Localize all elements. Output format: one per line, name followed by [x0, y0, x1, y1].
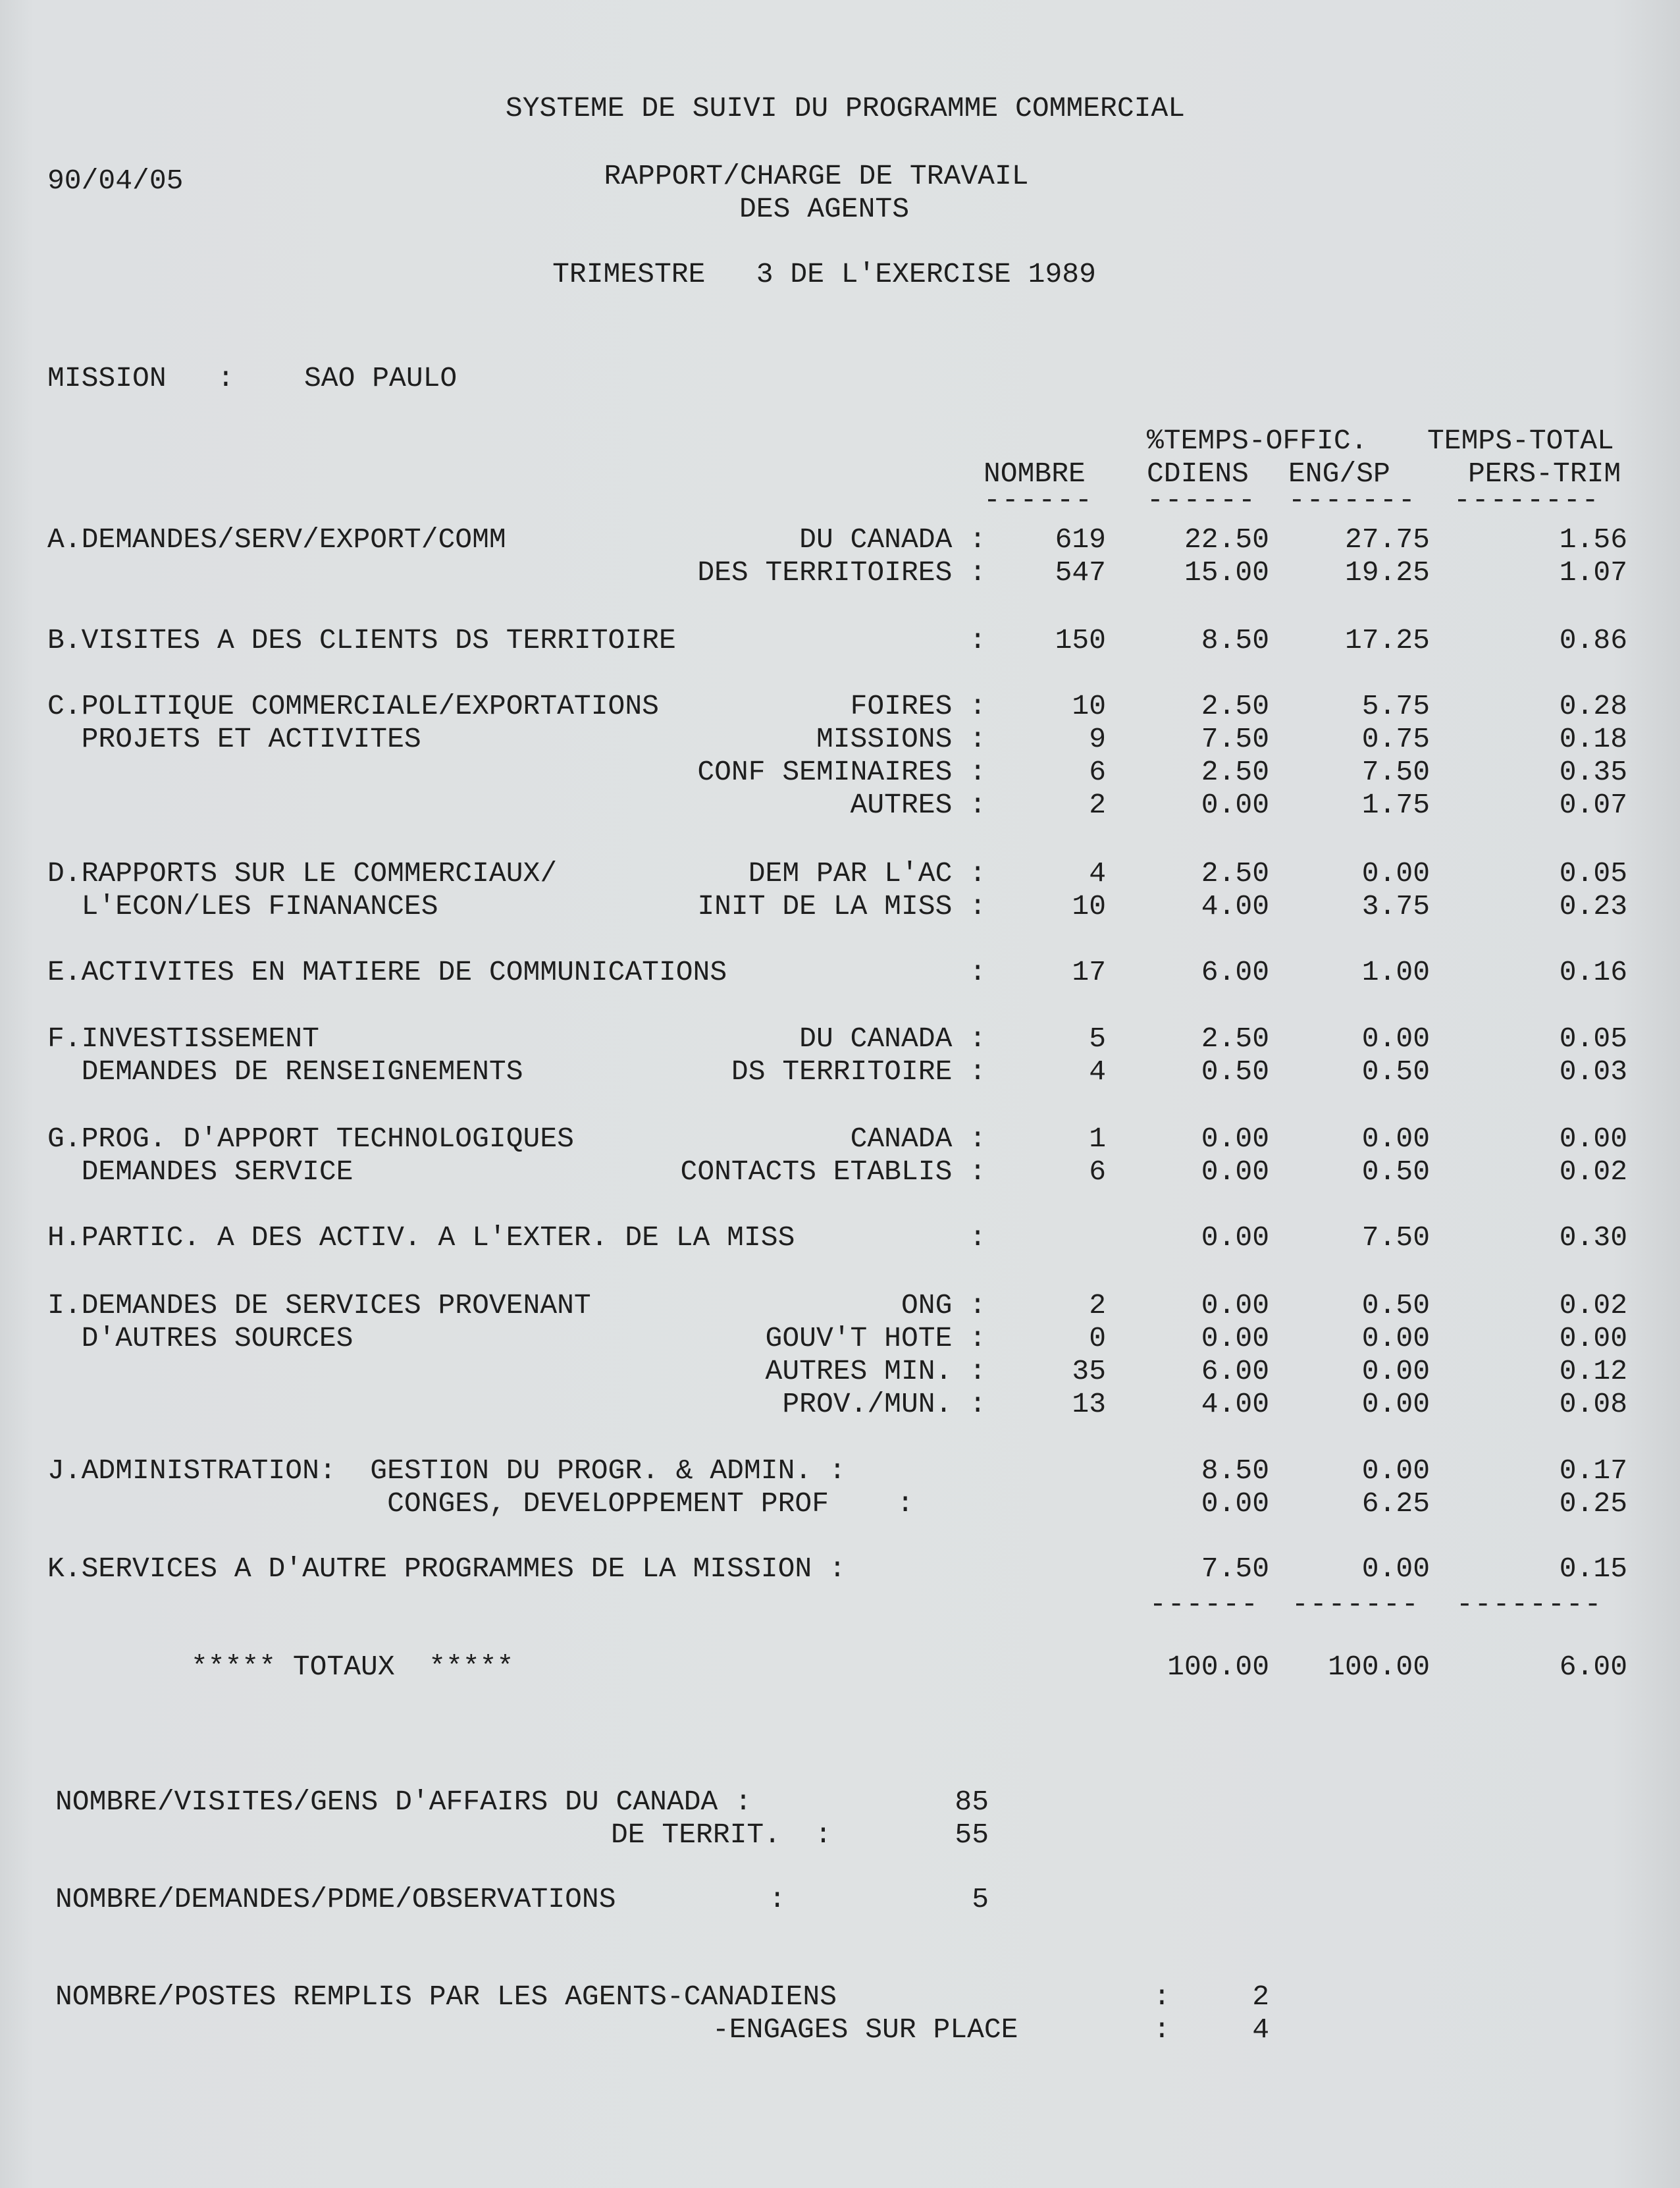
cell-nombre: 10 [1072, 690, 1106, 722]
postes-eng-value: 4 [1252, 2014, 1269, 2046]
row-label: E.ACTIVITES EN MATIERE DE COMMUNICATIONS [47, 956, 727, 988]
mission-label: MISSION : [47, 362, 234, 394]
visites-territ-label: DE TERRIT. : [611, 1819, 832, 1851]
cell-cdiens: 6.00 [1201, 956, 1269, 988]
cell-cdiens: 0.00 [1201, 1221, 1269, 1254]
cell-engsp: 0.00 [1361, 1454, 1430, 1487]
cell-perstrim: 0.30 [1559, 1221, 1627, 1254]
cell-perstrim: 0.08 [1559, 1388, 1627, 1420]
cell-nombre: 10 [1072, 890, 1106, 922]
cell-perstrim: 0.02 [1559, 1156, 1627, 1188]
postes-cd-value: 2 [1252, 1981, 1269, 2013]
cell-nombre: 0 [1089, 1322, 1106, 1354]
cell-perstrim: 0.35 [1559, 756, 1627, 788]
header-pct-group: %TEMPS-OFFIC. [1147, 425, 1368, 457]
header-nombre: NOMBRE [984, 458, 1086, 490]
row-sublabel: FOIRES : [850, 690, 986, 722]
row-sublabel: GOUV'T HOTE : [765, 1322, 986, 1354]
cell-nombre: 4 [1089, 1055, 1106, 1088]
cell-cdiens: 7.50 [1201, 1553, 1269, 1585]
row-sublabel: AUTRES MIN. : [765, 1355, 986, 1387]
cell-perstrim: 0.25 [1559, 1487, 1627, 1520]
cell-engsp: 6.25 [1361, 1487, 1430, 1520]
row-sublabel: PROV./MUN. : [782, 1388, 986, 1420]
row-sublabel: ONG : [901, 1289, 986, 1321]
totals-cd: 100.00 [1167, 1651, 1269, 1683]
totals-dash-pers: -------- [1456, 1588, 1603, 1620]
mission-value: SAO PAULO [304, 362, 458, 394]
cell-engsp: 7.50 [1361, 1221, 1430, 1254]
row-sublabel: DS TERRITOIRE : [731, 1055, 986, 1088]
cell-nombre: 17 [1072, 956, 1106, 988]
row-sublabel: DU CANADA : [799, 1023, 986, 1055]
cell-engsp: 17.25 [1344, 624, 1430, 656]
cell-engsp: 0.00 [1361, 1388, 1430, 1420]
cell-nombre: 35 [1072, 1355, 1106, 1387]
cell-nombre: 9 [1089, 723, 1106, 755]
row-label: D.RAPPORTS SUR LE COMMERCIAUX/ [47, 857, 558, 890]
totals-eng: 100.00 [1328, 1651, 1430, 1683]
cell-perstrim: 0.28 [1559, 690, 1627, 722]
cell-engsp: 0.50 [1361, 1055, 1430, 1088]
cell-perstrim: 0.02 [1559, 1289, 1627, 1321]
cell-cdiens: 15.00 [1184, 556, 1269, 589]
cell-engsp: 0.00 [1361, 1355, 1430, 1387]
cell-perstrim: 0.17 [1559, 1454, 1627, 1487]
cell-engsp: 27.75 [1344, 523, 1430, 556]
cell-engsp: 0.00 [1361, 857, 1430, 890]
header-dash-cdiens: ------ [1147, 484, 1257, 516]
cell-engsp: 1.00 [1361, 956, 1430, 988]
cell-cdiens: 6.00 [1201, 1355, 1269, 1387]
cell-nombre: 547 [1055, 556, 1106, 589]
header-perstrim: PERS-TRIM [1468, 458, 1621, 490]
cell-cdiens: 7.50 [1201, 723, 1269, 755]
row-label: D'AUTRES SOURCES [47, 1322, 354, 1354]
report-subtitle-line2: DES AGENTS [739, 193, 910, 225]
cell-perstrim: 0.07 [1559, 789, 1627, 821]
cell-nombre: 619 [1055, 523, 1106, 556]
row-label: G.PROG. D'APPORT TECHNOLOGIQUES [47, 1123, 574, 1155]
row-label: CONGES, DEVELOPPEMENT PROF : [47, 1487, 914, 1520]
header-dash-engsp: ------- [1288, 484, 1417, 516]
cell-engsp: 0.50 [1361, 1156, 1430, 1188]
cell-cdiens: 0.00 [1201, 1322, 1269, 1354]
cell-nombre: 4 [1089, 857, 1106, 890]
row-label: B.VISITES A DES CLIENTS DS TERRITOIRE [47, 624, 676, 656]
totals-label: ***** TOTAUX ***** [191, 1651, 514, 1683]
header-cdiens: CDIENS [1147, 458, 1249, 490]
row-sublabel: : [969, 956, 986, 988]
row-sublabel: DEM PAR L'AC : [748, 857, 986, 890]
cell-perstrim: 0.03 [1559, 1055, 1627, 1088]
cell-cdiens: 0.00 [1201, 1156, 1269, 1188]
row-sublabel: DES TERRITOIRES : [697, 556, 986, 589]
visites-canada-value: 85 [955, 1786, 989, 1818]
row-label: DEMANDES DE RENSEIGNEMENTS [47, 1055, 523, 1088]
cell-nombre: 6 [1089, 756, 1106, 788]
pdme-value: 5 [972, 1883, 989, 1915]
cell-engsp: 19.25 [1344, 556, 1430, 589]
row-sublabel: CONTACTS ETABLIS : [680, 1156, 986, 1188]
postes-colon-2: : [1153, 2014, 1170, 2046]
cell-nombre: 13 [1072, 1388, 1106, 1420]
row-sublabel: : [969, 1221, 986, 1254]
cell-cdiens: 22.50 [1184, 523, 1269, 556]
cell-cdiens: 0.50 [1201, 1055, 1269, 1088]
row-sublabel: INIT DE LA MISS : [697, 890, 986, 922]
row-sublabel: : [969, 624, 986, 656]
cell-cdiens: 4.00 [1201, 1388, 1269, 1420]
cell-cdiens: 8.50 [1201, 624, 1269, 656]
row-label: J.ADMINISTRATION: GESTION DU PROGR. & ADMIN. : [47, 1454, 846, 1487]
row-label: L'ECON/LES FINANANCES [47, 890, 438, 922]
cell-perstrim: 0.12 [1559, 1355, 1627, 1387]
report-date: 90/04/05 [47, 165, 184, 197]
cell-perstrim: 0.00 [1559, 1123, 1627, 1155]
cell-perstrim: 0.05 [1559, 1023, 1627, 1055]
row-label: H.PARTIC. A DES ACTIV. A L'EXTER. DE LA MISS [47, 1221, 795, 1254]
row-label: I.DEMANDES DE SERVICES PROVENANT [47, 1289, 591, 1321]
cell-cdiens: 2.50 [1201, 756, 1269, 788]
cell-engsp: 0.00 [1361, 1023, 1430, 1055]
cell-engsp: 0.75 [1361, 723, 1430, 755]
cell-nombre: 150 [1055, 624, 1106, 656]
cell-perstrim: 0.86 [1559, 624, 1627, 656]
cell-perstrim: 0.16 [1559, 956, 1627, 988]
cell-engsp: 0.00 [1361, 1553, 1430, 1585]
cell-cdiens: 4.00 [1201, 890, 1269, 922]
totals-pers: 6.00 [1559, 1651, 1627, 1683]
header-engsp: ENG/SP [1288, 458, 1390, 490]
pdme-label: NOMBRE/DEMANDES/PDME/OBSERVATIONS : [55, 1883, 786, 1915]
cell-perstrim: 0.23 [1559, 890, 1627, 922]
postes-label: NOMBRE/POSTES REMPLIS PAR LES AGENTS-CANADIENS [55, 1981, 837, 2013]
header-dash-nombre: ------ [984, 484, 1093, 516]
row-label: DEMANDES SERVICE [47, 1156, 354, 1188]
cell-engsp: 1.75 [1361, 789, 1430, 821]
cell-engsp: 0.00 [1361, 1123, 1430, 1155]
cell-cdiens: 2.50 [1201, 1023, 1269, 1055]
row-label: F.INVESTISSEMENT [47, 1023, 319, 1055]
visites-canada-label: NOMBRE/VISITES/GENS D'AFFAIRS DU CANADA : [55, 1786, 752, 1818]
report-subtitle-line1: RAPPORT/CHARGE DE TRAVAIL [604, 160, 1029, 192]
totals-dash-cd: ------ [1149, 1588, 1259, 1620]
cell-cdiens: 0.00 [1201, 1487, 1269, 1520]
row-sublabel: AUTRES : [850, 789, 986, 821]
visites-territ-value: 55 [955, 1819, 989, 1851]
cell-cdiens: 8.50 [1201, 1454, 1269, 1487]
row-label: PROJETS ET ACTIVITES [47, 723, 421, 755]
row-label: K.SERVICES A D'AUTRE PROGRAMMES DE LA MISSION : [47, 1553, 846, 1585]
row-sublabel: DU CANADA : [799, 523, 986, 556]
row-label: C.POLITIQUE COMMERCIALE/EXPORTATIONS [47, 690, 659, 722]
header-total-group: TEMPS-TOTAL [1427, 425, 1614, 457]
cell-cdiens: 0.00 [1201, 1289, 1269, 1321]
cell-cdiens: 0.00 [1201, 789, 1269, 821]
cell-perstrim: 1.07 [1559, 556, 1627, 589]
cell-perstrim: 0.00 [1559, 1322, 1627, 1354]
report-period: TRIMESTRE 3 DE L'EXERCISE 1989 [552, 258, 1096, 290]
cell-nombre: 2 [1089, 789, 1106, 821]
totals-dash-eng: ------- [1292, 1588, 1420, 1620]
cell-nombre: 1 [1089, 1123, 1106, 1155]
row-sublabel: MISSIONS : [816, 723, 986, 755]
cell-nombre: 5 [1089, 1023, 1106, 1055]
row-sublabel: CANADA : [850, 1123, 986, 1155]
cell-cdiens: 2.50 [1201, 690, 1269, 722]
cell-engsp: 0.00 [1361, 1322, 1430, 1354]
cell-cdiens: 0.00 [1201, 1123, 1269, 1155]
cell-perstrim: 0.05 [1559, 857, 1627, 890]
cell-engsp: 0.50 [1361, 1289, 1430, 1321]
cell-perstrim: 0.15 [1559, 1553, 1627, 1585]
row-label: A.DEMANDES/SERV/EXPORT/COMM [47, 523, 506, 556]
cell-nombre: 6 [1089, 1156, 1106, 1188]
cell-perstrim: 0.18 [1559, 723, 1627, 755]
report-title: SYSTEME DE SUIVI DU PROGRAMME COMMERCIAL [505, 92, 1186, 124]
header-dash-perstrim: -------- [1454, 484, 1600, 516]
cell-nombre: 2 [1089, 1289, 1106, 1321]
engages-label: -ENGAGES SUR PLACE [712, 2014, 1018, 2046]
cell-perstrim: 1.56 [1559, 523, 1627, 556]
row-sublabel: CONF SEMINAIRES : [697, 756, 986, 788]
cell-engsp: 5.75 [1361, 690, 1430, 722]
postes-colon-1: : [1153, 1981, 1170, 2013]
cell-engsp: 3.75 [1361, 890, 1430, 922]
cell-cdiens: 2.50 [1201, 857, 1269, 890]
cell-engsp: 7.50 [1361, 756, 1430, 788]
